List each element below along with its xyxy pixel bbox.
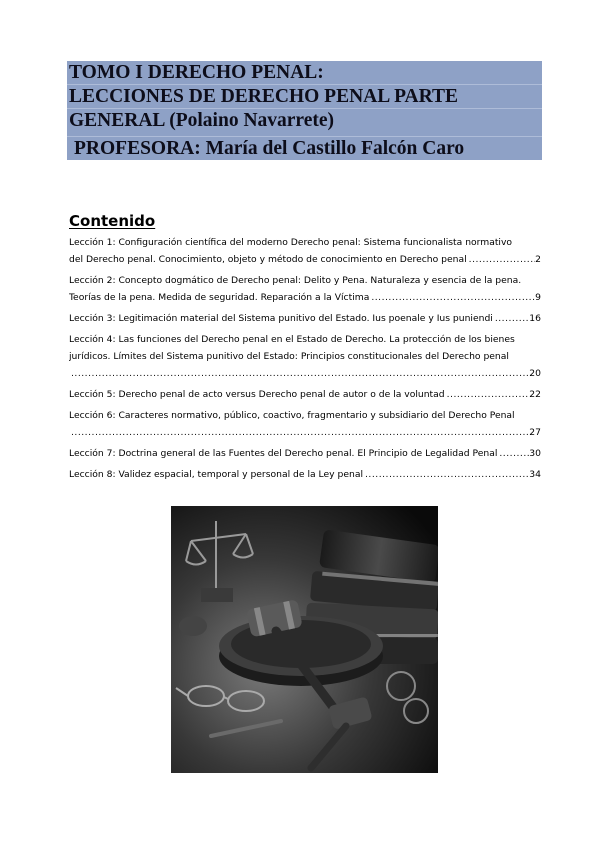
toc-entry-text: Lección 6: Caracteres normativo, público, coactivo, fragmentario y subsidiario del Derecho Penal (69, 410, 515, 421)
toc-leader-dots (69, 365, 529, 382)
toc-entry-text: Lección 4: Las funciones del Derecho penal en el Estado de Derecho. La protección de los bienes (69, 334, 515, 345)
toc-entry-text: jurídicos. Límites del Sistema punitivo del Estado: Principios constitucionales del Derecho penal (69, 351, 509, 362)
toc-entry[interactable] (69, 310, 541, 327)
toc-leader-dots (445, 386, 530, 403)
toc-entry-text: Lección 5: Derecho penal de acto versus Derecho penal de autor o de la voluntad (69, 389, 445, 400)
toc-entry[interactable] (69, 331, 541, 382)
table-of-contents (69, 234, 541, 487)
toc-leader-dots (69, 424, 529, 441)
toc-entry-text: Teorías de la pena. Medida de seguridad. Reparación a la Víctima (69, 292, 370, 303)
toc-entry-line (69, 407, 541, 424)
toc-leader-dots (467, 251, 535, 268)
toc-entry-text: Lección 7: Doctrina general de las Fuentes del Derecho penal. El Principio de Legalidad Penal (69, 448, 498, 459)
toc-leader-dots (369, 289, 535, 306)
toc-entry[interactable] (69, 407, 541, 441)
toc-entry-text: Lección 2: Concepto dogmático de Derecho penal: Delito y Pena. Naturaleza y esencia de la pena. (69, 275, 522, 286)
toc-entry-line (69, 289, 541, 306)
gavel-photo-icon (171, 506, 438, 773)
toc-entry[interactable] (69, 466, 541, 483)
toc-entry-line (69, 466, 541, 483)
toc-entry-line (69, 251, 541, 268)
title-line-3: GENERAL (Polaino Navarrete) (67, 108, 542, 132)
toc-page-number: 27 (529, 427, 541, 438)
toc-entry-line (69, 386, 541, 403)
toc-heading[interactable]: Contenido (69, 212, 156, 230)
toc-entry[interactable] (69, 234, 541, 268)
toc-page-number: 20 (529, 368, 541, 379)
title-block (67, 61, 542, 160)
toc-entry[interactable] (69, 445, 541, 462)
toc-entry-line (69, 348, 541, 365)
toc-entry-line (69, 310, 541, 327)
toc-page-number: 16 (529, 313, 541, 324)
toc-entry-text: del Derecho penal. Conocimiento, objeto y método de conocimiento en Derecho penal (69, 254, 467, 265)
toc-page-number: 2 (535, 254, 541, 265)
professor-line: PROFESORA: María del Castillo Falcón Caro (67, 136, 542, 160)
toc-entry[interactable] (69, 272, 541, 306)
toc-leader-dots (493, 310, 529, 327)
toc-page-number: 9 (535, 292, 541, 303)
toc-entry-line (69, 445, 541, 462)
toc-entry-text: Lección 8: Validez espacial, temporal y personal de la Ley penal (69, 469, 364, 480)
toc-page-number: 30 (529, 448, 541, 459)
toc-entry-line (69, 272, 541, 289)
title-line-1: TOMO I DERECHO PENAL: (69, 62, 324, 83)
toc-entry-line (69, 331, 541, 348)
toc-entry-line (69, 365, 541, 382)
toc-entry[interactable] (69, 386, 541, 403)
gavel-scales-books-photo (171, 506, 438, 773)
toc-page-number: 22 (529, 389, 541, 400)
toc-leader-dots (497, 445, 529, 462)
toc-entry-line (69, 234, 541, 251)
toc-entry-line (69, 424, 541, 441)
title-line-2: LECCIONES DE DERECHO PENAL PARTE (67, 84, 542, 108)
toc-entry-text: Lección 3: Legitimación material del Sistema punitivo del Estado. Ius poenale y Ius puniendi (69, 313, 493, 324)
toc-entry-text: Lección 1: Configuración científica del moderno Derecho penal: Sistema funcionalista normativo (69, 237, 513, 248)
toc-leader-dots (363, 466, 529, 483)
toc-page-number: 34 (529, 469, 541, 480)
